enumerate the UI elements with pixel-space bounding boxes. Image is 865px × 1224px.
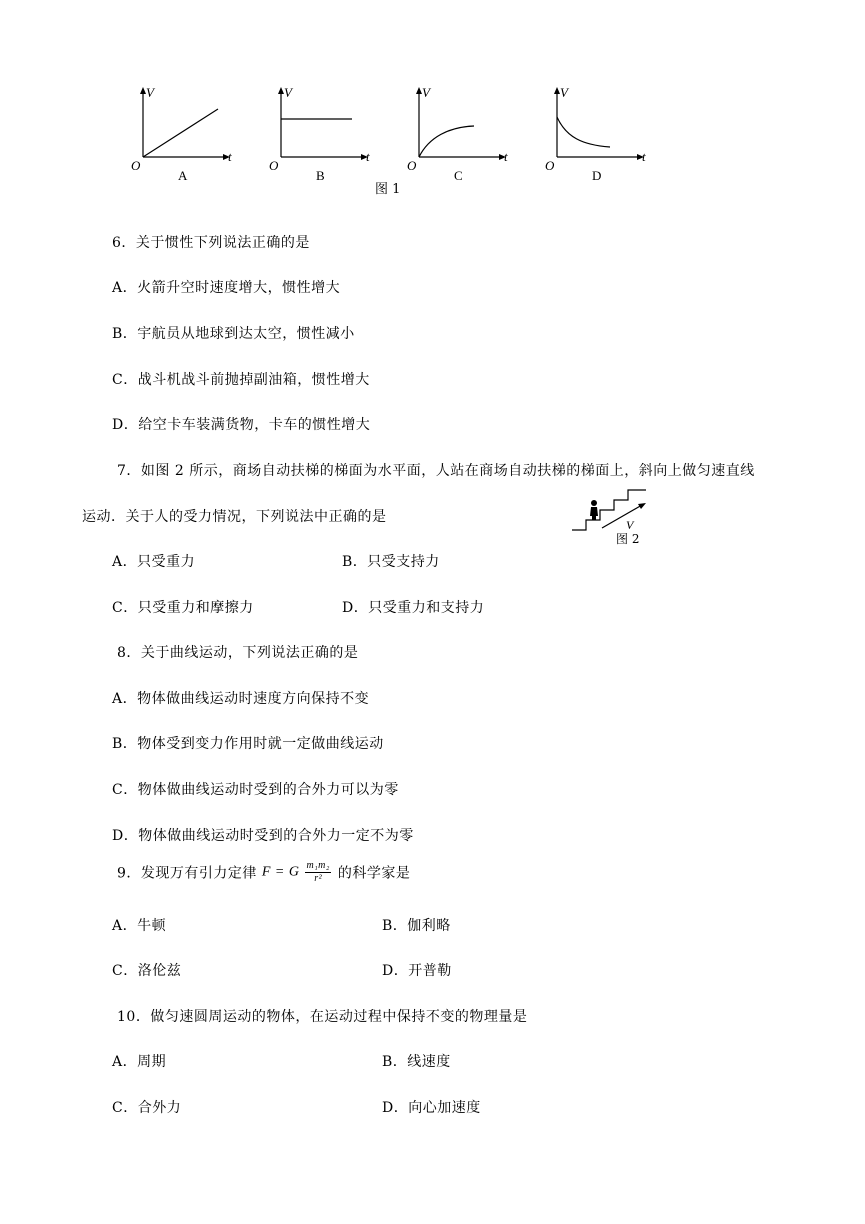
question-7-option-d: D．只受重力和支持力 [342,600,485,616]
question-7-stem-line2: 运动．关于人的受力情况，下列说法中正确的是 [82,509,387,525]
question-8-option-b: B．物体受到变力作用时就一定做曲线运动 [112,736,384,752]
question-10-option-d: D．向心加速度 [382,1100,481,1116]
figure-2 [570,488,670,546]
graph-d-origin: O [545,158,555,173]
figure-2-caption: 图 2 [616,532,640,546]
question-6-option-c: C．战斗机战斗前抛掉副油箱，惯性增大 [112,372,370,388]
question-6-option-b: B．宇航员从地球到达太空，惯性减小 [112,326,355,342]
question-8-option-a: A．物体做曲线运动时速度方向保持不变 [112,691,370,707]
question-7-stem-line1: 7．如图 2 所示，商场自动扶梯的梯面为水平面，人站在商场自动扶梯的梯面上，斜向上做匀速直线 [117,463,755,479]
formula-lhs: F = G [261,864,300,880]
question-7-option-c: C．只受重力和摩擦力 [112,600,254,616]
question-8-stem: 8．关于曲线运动，下列说法正确的是 [117,645,359,661]
graph-d-curve [557,117,610,147]
question-8-option-d: D．物体做曲线运动时受到的合外力一定不为零 [112,828,414,844]
graph-a-origin: O [131,158,141,173]
graph-c-curve [419,126,474,157]
formula-fraction [305,860,330,885]
graph-a-v-label: V [146,85,154,100]
question-6-option-d: D．给空卡车装满货物，卡车的惯性增大 [112,417,371,433]
question-9-stem-pre: 9．发现万有引力定律 [117,865,257,882]
graph-d-t-label: t [642,149,646,164]
gravitation-formula [262,860,333,885]
graph-b-origin: O [269,158,279,173]
graph-d [542,85,652,183]
question-7-option-b: B．只受支持力 [342,554,440,570]
question-9-option-d: D．开普勒 [382,963,452,979]
graph-c-origin: O [407,158,417,173]
question-9-stem [117,860,410,885]
graph-c [404,85,514,183]
graph-b-axes [266,85,376,175]
question-9-stem-post: 的科学家是 [337,865,411,882]
question-9-option-a: A．牛顿 [112,918,167,934]
person-icon [591,500,597,506]
question-10-option-c: C．合外力 [112,1100,182,1116]
figure-1-caption: 图 1 [375,182,401,197]
graph-b-t-label: t [366,149,370,164]
formula-numerator: m₁m₂ [306,860,330,871]
graph-c-t-label: t [504,149,508,164]
graph-a-axes [128,85,238,175]
escalator-diagram [570,488,670,536]
question-6-stem: 6．关于惯性下列说法正确的是 [112,235,310,251]
graph-a-label: A [178,168,188,183]
graph-d-label: D [592,168,602,183]
formula-denominator: r² [314,873,323,884]
graph-a [128,85,238,183]
graph-b-label: B [316,168,325,183]
figure-2-v-label: V [626,518,634,532]
question-10-stem: 10．做匀速圆周运动的物体，在运动过程中保持不变的物理量是 [117,1009,528,1025]
graph-a-t-label: t [228,149,232,164]
graph-a-curve [143,109,218,157]
question-10-option-a: A．周期 [112,1054,167,1070]
graph-c-axes [404,85,514,175]
question-9-option-b: B．伽利略 [382,918,451,934]
graph-c-label: C [454,168,463,183]
graph-b-v-label: V [284,85,292,100]
question-10-option-b: B．线速度 [382,1054,451,1070]
question-6-option-a: A．火箭升空时速度增大，惯性增大 [112,280,341,296]
question-9-option-c: C．洛伦兹 [112,963,182,979]
question-8-option-c: C．物体做曲线运动时受到的合外力可以为零 [112,782,399,798]
graph-d-v-label: V [560,85,568,100]
graph-b [266,85,376,183]
graph-d-axes [542,85,652,175]
question-7-option-a: A．只受重力 [112,554,196,570]
graph-c-v-label: V [422,85,430,100]
